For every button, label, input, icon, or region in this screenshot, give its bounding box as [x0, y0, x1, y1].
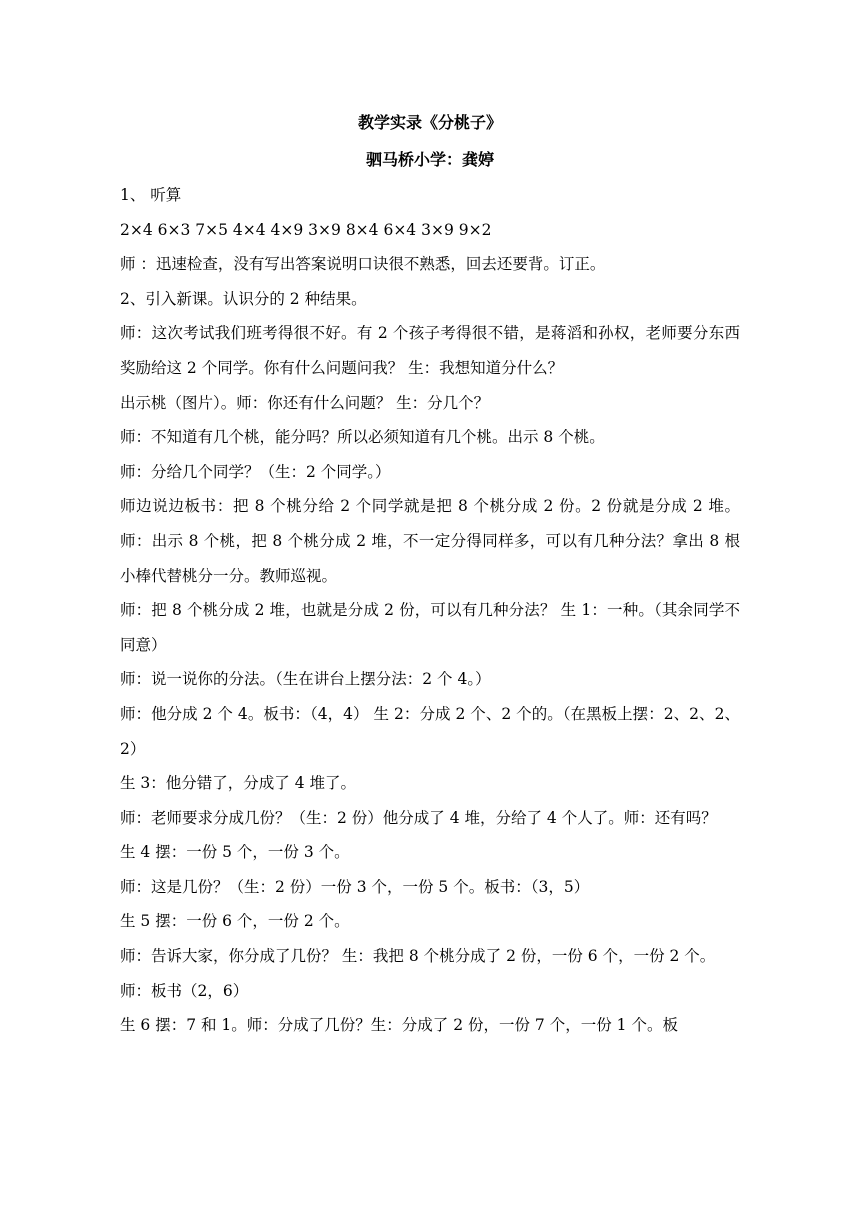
paragraph: 师：他分成 2 个 4。板书：（4，4） 生 2：分成 2 个、2 个的。（在黑板上摆：2、2、2、2）	[120, 704, 740, 758]
paragraph: 师：板书（2，6）	[120, 981, 249, 1000]
paragraph: 生 4 摆：一份 5 个，一份 3 个。	[120, 843, 350, 862]
paragraph: 师：分给几个同学？（生：2 个同学。）	[120, 462, 391, 481]
paragraph: 师：这次考试我们班考得很不好。有 2 个孩子考得很不错，是蒋滔和孙权，老师要分东西奖励给这 2 个同学。你有什么问题问我？ 生：我想知道分什么？	[120, 324, 740, 377]
paragraph: 2、引入新课。认识分的 2 种结果。	[120, 289, 367, 308]
paragraph: 师：老师要求分成几份？（生：2 份）他分成了 4 堆，分给了 4 个人了。师：还有吗？	[120, 808, 717, 827]
author-line: 驷马桥小学：龚婷	[365, 150, 494, 169]
paragraph: 师：不知道有几个桃，能分吗？所以必须知道有几个桃。出示 8 个桃。	[120, 428, 605, 447]
paragraph: 师：说一说你的分法。（生在讲台上摆分法：2 个 4。）	[120, 670, 491, 689]
paragraph-listening-calc: 1、 听算	[120, 186, 182, 204]
paragraph: 师：把 8 个桃分成 2 堆，也就是分成 2 份，可以有几种分法？ 生 1：一种。（其余同学不同意）	[120, 601, 740, 654]
paragraph: 师边说边板书：把 8 个桃分给 2 个同学就是把 8 个桃分成 2 份。2 份就是分成 2 堆。 师：出示 8 个桃，把 8 个桃分成 2 堆，不一定分得同样多，可以有几种分法？拿出 8 根小棒代替桃分一分。教师巡视。	[120, 497, 740, 585]
paragraph: 师：告诉大家，你分成了几份？ 生：我把 8 个桃分成了 2 份，一份 6 个，一份 2 个。	[120, 947, 716, 966]
document-title: 教学实录《分桃子》	[357, 113, 502, 132]
paragraph: 生 6 摆：7 和 1。师：分成了几份？生：分成了 2 份，一份 7 个，一份 1 个。板	[120, 1016, 678, 1035]
paragraph: 出示桃（图片）。师：你还有什么问题？ 生：分几个？	[120, 393, 490, 412]
paragraph-calc-items: 2×4 6×3 7×5 4×4 4×9 3×9 8×4 6×4 3×9 9×2	[120, 220, 492, 239]
document-page	[120, 104, 740, 1043]
paragraph: 生 5 摆：一份 6 个，一份 2 个。	[120, 912, 350, 931]
document-body	[120, 178, 740, 1043]
paragraph: 师 ：迅速检查，没有写出答案说明口诀很不熟悉，回去还要背。订正。	[120, 255, 606, 274]
paragraph: 生 3：他分错了，分成了 4 堆了。	[120, 774, 357, 793]
paragraph: 师：这是几份？（生：2 份）一份 3 个，一份 5 个。板书：（3，5）	[120, 877, 590, 896]
